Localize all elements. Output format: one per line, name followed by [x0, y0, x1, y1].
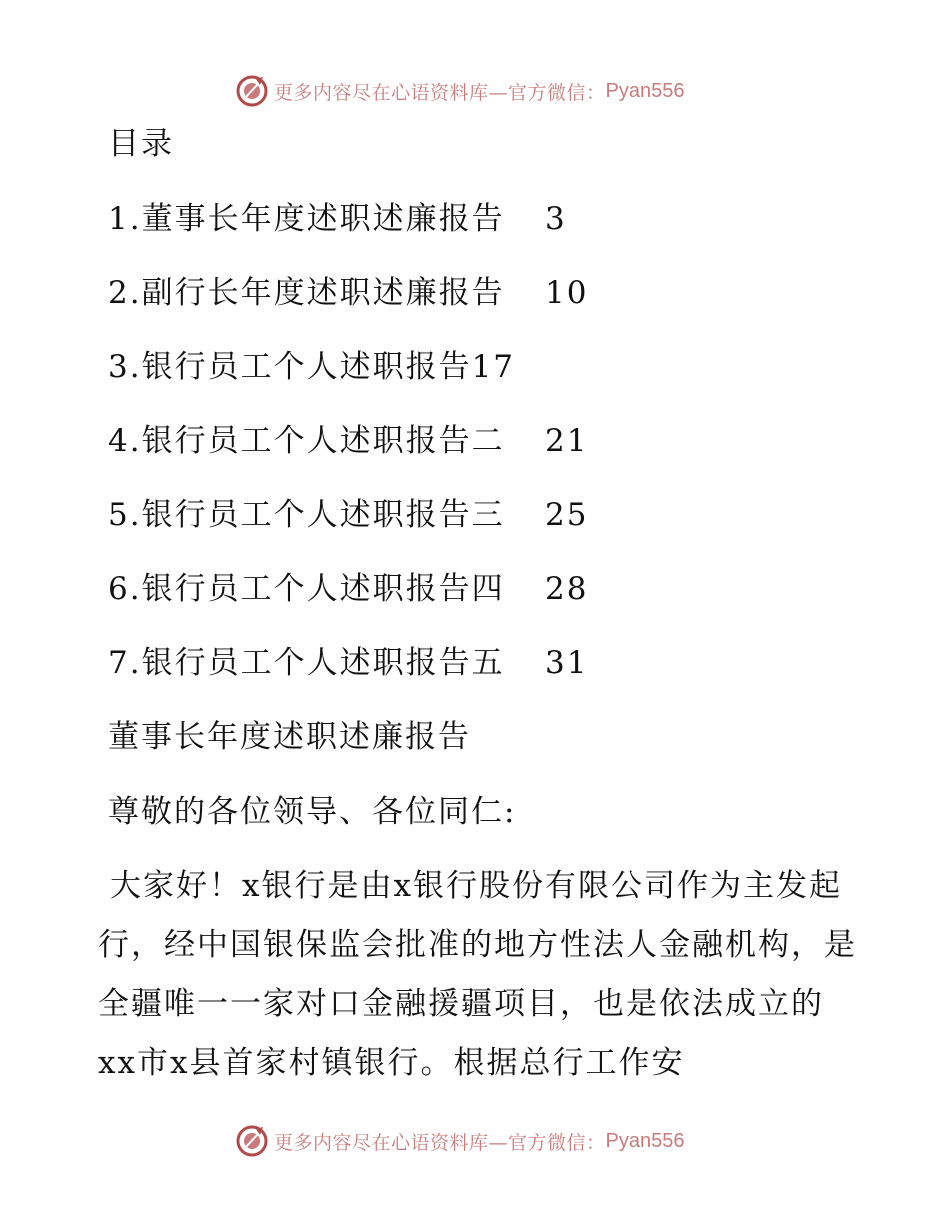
toc-title: 目录: [108, 126, 174, 162]
section-heading: 董事长年度述职述廉报告: [108, 719, 471, 755]
toc-item-7: 7.银行员工个人述职报告五: [108, 645, 505, 681]
toc-page-2: 10: [545, 275, 589, 311]
watermark-handle: Pyan556: [605, 79, 685, 102]
toc-item-3: 3.银行员工个人述职报告17: [108, 349, 516, 385]
toc-page-1: 3: [545, 201, 567, 237]
toc-item-2: 2.副行长年度述职述廉报告: [108, 275, 505, 311]
toc-item-5: 5.银行员工个人述职报告三: [108, 497, 505, 533]
toc-page-5: 25: [545, 497, 589, 533]
watermark-text: 更多内容尽在心语资料库—官方微信：: [274, 1131, 606, 1154]
toc-item-6: 6.银行员工个人述职报告四: [108, 571, 505, 607]
watermark-handle: Pyan556: [605, 1129, 685, 1152]
footer-watermark: [236, 1124, 684, 1158]
toc-page-7: 31: [545, 645, 589, 681]
salutation: 尊敬的各位领导、各位同仁:: [108, 794, 517, 830]
watermark-text: 更多内容尽在心语资料库—官方微信：: [274, 81, 606, 104]
pen-logo-icon: [236, 1125, 268, 1157]
header-watermark: [236, 74, 684, 108]
body-paragraph: 大家好！x银行是由x银行股份有限公司作为主发起行，经中国银保监会批准的地方性法人金融机构，是全疆唯一一家对口金融援疆项目，也是依法成立的xx市x县首家村镇银行。根据总行工作安: [98, 868, 857, 1081]
toc-item-4: 4.银行员工个人述职报告二: [108, 423, 505, 459]
toc-item-1: 1.董事长年度述职述廉报告: [108, 201, 505, 237]
toc-page-4: 21: [545, 423, 589, 459]
pen-logo-icon: [236, 75, 268, 107]
toc-page-6: 28: [545, 571, 589, 607]
